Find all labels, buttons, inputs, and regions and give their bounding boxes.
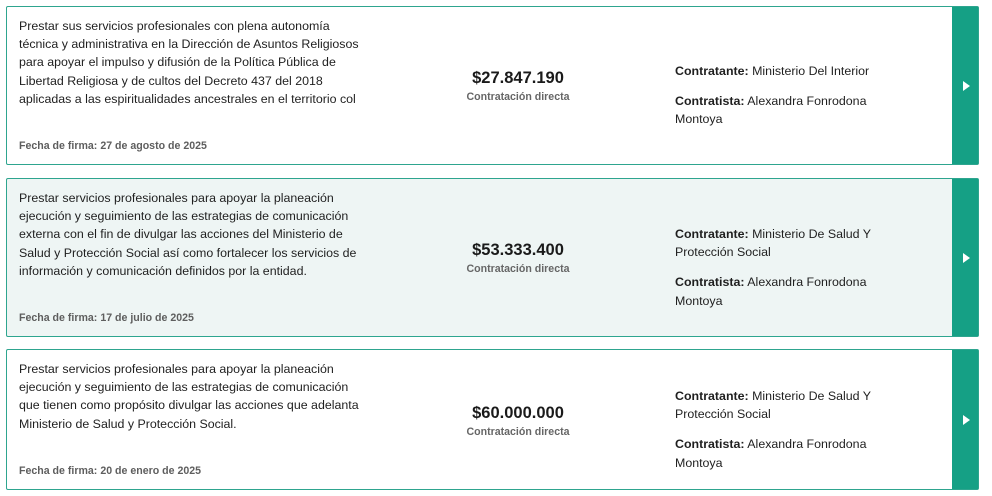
signature-date-value: 27 de agosto de 2025 (100, 140, 207, 152)
contratante-value: Ministerio Del Interior (752, 64, 870, 78)
signature-date-value: 20 de enero de 2025 (100, 465, 202, 477)
contratante (675, 62, 910, 80)
contract-amount: $27.847.190 (472, 69, 564, 87)
contract-card-body (7, 179, 952, 336)
contract-value-block (407, 241, 629, 275)
contract-card[interactable] (6, 349, 979, 490)
contratista-label: Contratista: (675, 275, 745, 290)
signature-date (19, 140, 207, 152)
contract-card[interactable] (6, 178, 979, 337)
contratante (675, 225, 910, 261)
contratista-value: Alexandra Fonrodona Montoya (675, 275, 867, 308)
signature-date-label: Fecha de firma: (19, 465, 98, 477)
contract-parties (675, 62, 910, 129)
contract-value-block (407, 404, 629, 438)
contratante (675, 387, 910, 423)
contract-amount: $60.000.000 (472, 404, 564, 422)
contract-parties (675, 387, 910, 472)
signature-date-label: Fecha de firma: (19, 312, 98, 324)
contract-card-body (7, 7, 952, 164)
contratante-value: Ministerio De Salud Y Protección Social (675, 227, 871, 260)
contratista (675, 435, 910, 471)
contract-amount: $53.333.400 (472, 241, 564, 259)
contract-type: Contratación directa (466, 91, 570, 103)
contratista-value: Alexandra Fonrodona Montoya (675, 437, 867, 470)
contract-type: Contratación directa (466, 426, 570, 438)
contract-card[interactable] (6, 6, 979, 165)
contratante-label: Contratante: (675, 64, 749, 78)
chevron-right-icon (963, 81, 970, 91)
contratista-label: Contratista: (675, 437, 745, 452)
chevron-right-icon (963, 415, 970, 425)
open-contract-button[interactable] (952, 7, 978, 164)
contract-parties (675, 225, 910, 310)
signature-date-value: 17 de julio de 2025 (100, 312, 194, 324)
contratista (675, 92, 910, 128)
contratista-value: Alexandra Fonrodona Montoya (675, 94, 867, 127)
contract-card-body (7, 350, 952, 489)
signature-date (19, 465, 201, 477)
contract-description: Prestar servicios profesionales para apoyar la planeación ejecución y seguimiento de las estrategias de comunicación que tienen como propósito divulgar las acciones que adelanta Ministerio de Salud y Protección Social. (19, 362, 359, 431)
signature-date (19, 312, 194, 324)
contratista-label: Contratista: (675, 94, 745, 109)
contract-value-block (407, 69, 629, 103)
contratante-label: Contratante: (675, 227, 749, 241)
contratante-label: Contratante: (675, 389, 749, 403)
contratante-value: Ministerio De Salud Y Protección Social (675, 389, 871, 422)
contratista (675, 273, 910, 309)
contract-type: Contratación directa (466, 263, 570, 275)
contract-description: Prestar sus servicios profesionales con plena autonomía técnica y administrativa en la Dirección de Asuntos Religiosos para apoyar el impulso y difusión de la Política Pública de Libertad Religiosa y de cultos del Decreto 437 del 2018 aplicadas a las espiritualidades ancestrales en el territorio col (19, 19, 359, 106)
chevron-right-icon (963, 253, 970, 263)
open-contract-button[interactable] (952, 350, 978, 489)
open-contract-button[interactable] (952, 179, 978, 336)
contract-description: Prestar servicios profesionales para apoyar la planeación ejecución y seguimiento de las estrategias de comunicación externa con el fin de divulgar las acciones del Ministerio de Salud y Protección Social así como fortalecer los servicios de información y comunicación definidos por la entidad. (19, 191, 357, 278)
signature-date-label: Fecha de firma: (19, 140, 98, 152)
